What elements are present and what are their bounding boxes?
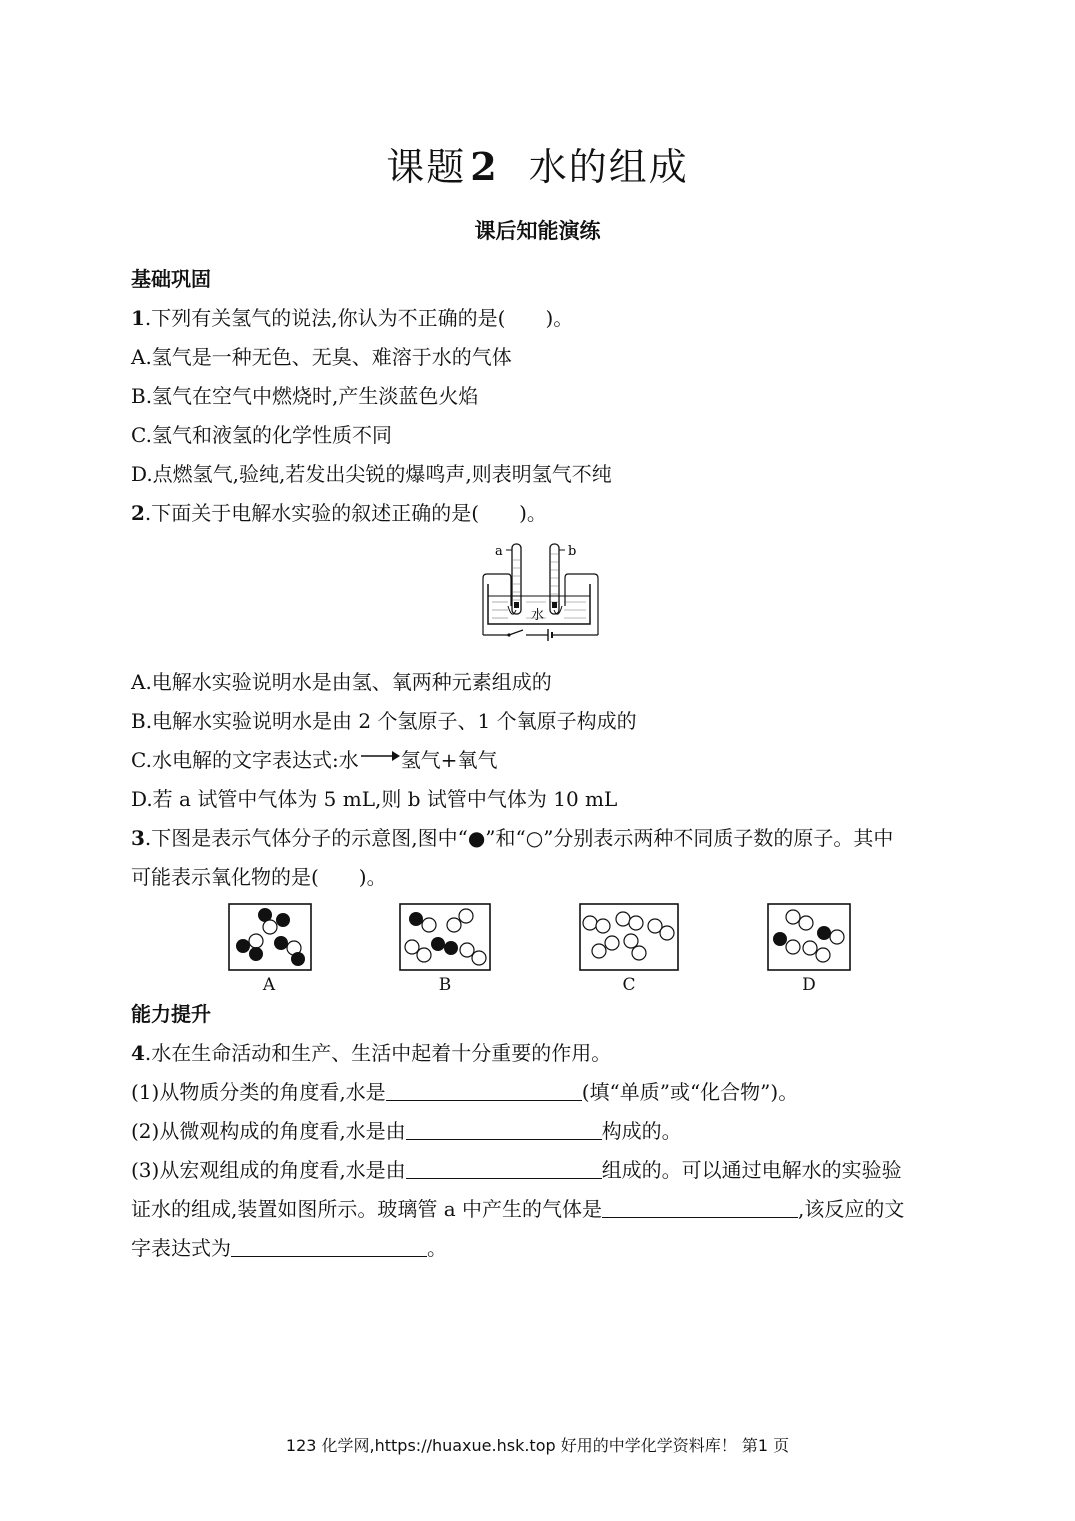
title-main: 课题 [386,145,467,189]
option-label-b: B [438,975,452,995]
page-footer: 123 化学网,https://huaxue.hsk.top 好用的中学化学资料库！ 第1 页 [285,1436,790,1455]
q2-option-c-pre: C.水电解的文字表达式:水 [131,748,359,772]
switch-icon [509,630,523,635]
q4-part2-pre: (2)从微观构成的角度看,水是由 [131,1119,406,1143]
option-label-a: A [262,975,276,995]
label-b: b [568,544,577,559]
q4-part3-line1 [131,1158,902,1182]
molecule-box-d [767,903,851,971]
label-a: a [495,544,503,559]
q4-number: 4 [131,1041,145,1065]
q2-option-c [131,748,497,772]
title-topic: 水的组成 [528,145,689,189]
section-basic: 基础巩固 [131,267,211,291]
q2-option-a: A.电解水实验说明水是由氢、氧两种元素组成的 [131,670,552,694]
q2-stem-text: .下面关于电解水实验的叙述正确的是( )。 [144,501,547,525]
q4-part3-line2-pre: 证水的组成,装置如图所示。玻璃管 a 中产生的气体是 [131,1197,602,1221]
electrolysis-apparatus-figure [478,540,603,656]
q4-part3-line3-post: 。 [427,1236,447,1260]
option-label-c: C [622,975,636,995]
page-title [0,136,1075,191]
q4-blank-4[interactable] [602,1197,798,1218]
molecule-box-a [228,903,312,971]
q4-blank-2[interactable] [406,1119,602,1140]
q4-part1 [131,1080,798,1104]
q4-stem [131,1041,611,1065]
q4-part2-post: 构成的。 [601,1119,682,1143]
q4-part3-line3 [131,1236,447,1260]
q4-stem-text: .水在生命活动和生产、生活中起着十分重要的作用。 [144,1041,612,1065]
q1-stem-text: .下列有关氢气的说法,你认为不正确的是( )。 [144,306,574,330]
q2-option-c-post: 氢气+氧气 [400,748,498,772]
electrode-a-icon [514,602,519,608]
q4-part3-line3-pre: 字表达式为 [131,1236,231,1260]
option-label-d: D [802,975,816,995]
reaction-arrow-icon [359,749,401,763]
q4-part3-pre: (3)从宏观组成的角度看,水是由 [131,1158,406,1182]
q2-option-b: B.电解水实验说明水是由 2 个氢原子、1 个氧原子构成的 [131,709,637,733]
q2-number: 2 [131,501,145,525]
q3-stem-text: .下图是表示气体分子的示意图,图中“●”和“○”分别表示两种不同质子数的原子。其中 [144,826,894,850]
page-subtitle: 课后知能演练 [474,219,601,243]
q4-blank-3[interactable] [406,1158,602,1179]
q1-option-b: B.氢气在空气中燃烧时,产生淡蓝色火焰 [131,384,479,408]
q4-part3-post: 组成的。可以通过电解水的实验验 [601,1158,902,1182]
q1-option-c: C.氢气和液氢的化学性质不同 [131,423,392,447]
molecule-box-b [399,903,491,971]
q3-stem-line2: 可能表示氧化物的是( )。 [131,865,387,889]
q4-part3-line2-post: ,该反应的文 [798,1197,905,1221]
title-number: 2 [470,144,499,189]
q2-option-d: D.若 a 试管中气体为 5 mL,则 b 试管中气体为 10 mL [131,787,618,811]
q2-stem [131,501,547,525]
molecule-box-c [579,903,679,971]
label-water: 水 [531,608,545,623]
q4-part1-pre: (1)从物质分类的角度看,水是 [131,1080,386,1104]
q4-blank-5[interactable] [231,1236,427,1257]
q3-stem-line1 [131,826,893,850]
section-advanced: 能力提升 [131,1002,211,1026]
q1-option-a: A.氢气是一种无色、无臭、难溶于水的气体 [131,345,512,369]
q4-blank-1[interactable] [386,1080,582,1101]
electrolysis-apparatus-svg [478,540,603,652]
q4-part2 [131,1119,682,1143]
q3-number: 3 [131,826,145,850]
q4-part3-line2 [131,1197,904,1221]
q1-option-d: D.点燃氢气,验纯,若发出尖锐的爆鸣声,则表明氢气不纯 [131,462,612,486]
electrode-b-icon [552,602,557,608]
q1-stem [131,306,573,330]
q4-part1-post: (填“单质”或“化合物”)。 [581,1080,799,1104]
q1-number: 1 [131,306,145,330]
